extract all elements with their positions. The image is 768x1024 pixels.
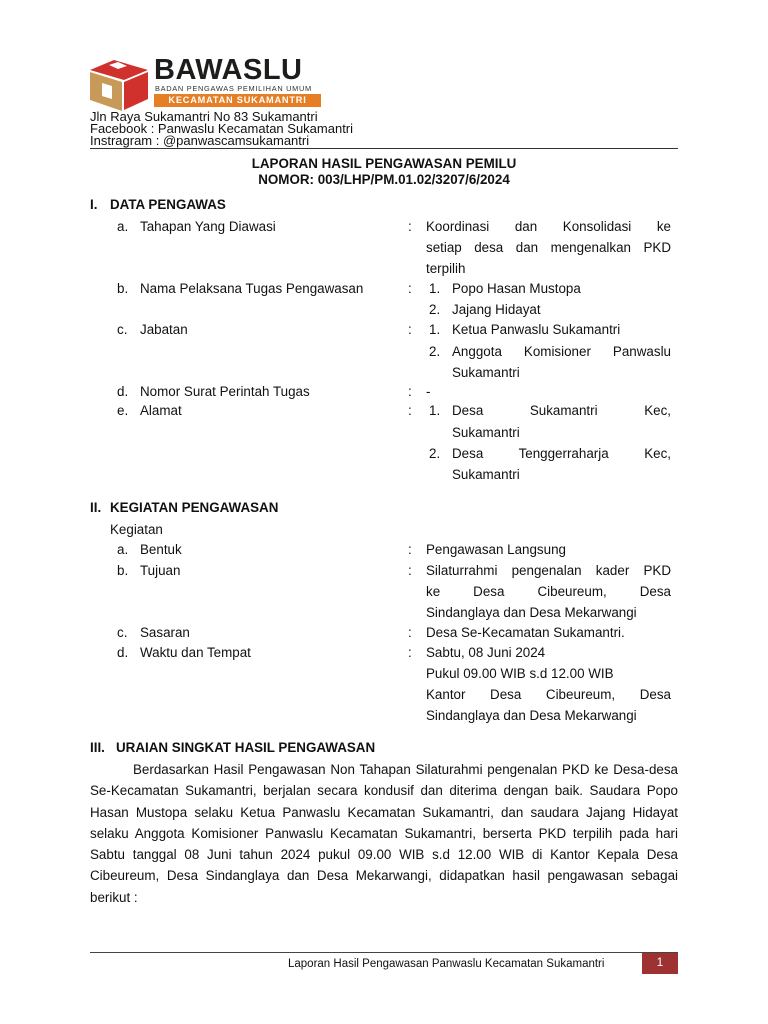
footer-divider: [90, 952, 678, 953]
item-colon: :: [408, 563, 412, 578]
item-label: Bentuk: [140, 542, 182, 557]
section-title: URAIAN SINGKAT HASIL PENGAWASAN: [116, 740, 376, 755]
list-item: Desa Sukamantri Kec,: [452, 403, 671, 418]
item-label: Sasaran: [140, 625, 190, 640]
list-item: Anggota Komisioner Panwaslu: [452, 344, 671, 359]
section-number: II.: [90, 500, 102, 515]
item-label: Tahapan Yang Diawasi: [140, 219, 276, 234]
instagram-line: Instragram : @panwascamsukamantri: [90, 133, 310, 148]
list-item: Jajang Hidayat: [452, 302, 541, 317]
item-value-line: Sabtu, 08 Juni 2024: [426, 645, 546, 660]
item-label: Waktu dan Tempat: [140, 645, 251, 660]
item-label: Jabatan: [140, 322, 188, 337]
item-value-line: setiap desa dan mengenalkan PKD: [426, 240, 671, 255]
section-1-heading: [90, 197, 226, 213]
facebook-line: Facebook : Panwaslu Kecamatan Sukamantri: [90, 121, 354, 136]
list-item-continued: Sukamantri: [452, 365, 520, 380]
bawaslu-logo-icon: [90, 57, 148, 116]
footer-text: Laporan Hasil Pengawasan Panwaslu Kecamatan Sukamantri: [288, 958, 605, 970]
list-item: Desa Tenggerraharja Kec,: [452, 446, 671, 461]
section-title: KEGIATAN PENGAWASAN: [110, 500, 279, 515]
brand-title: BAWASLU: [154, 54, 303, 86]
item-label: Nama Pelaksana Tugas Pengawasan: [140, 281, 364, 296]
item-colon: :: [408, 542, 412, 557]
report-number: NOMOR: 003/LHP/PM.01.02/3207/6/2024: [258, 172, 510, 187]
item-value-line: Sindanglaya dan Desa Mekarwangi: [426, 708, 637, 723]
item-value-line: Silaturrahmi pengenalan kader PKD: [426, 563, 671, 578]
section-intro: Kegiatan: [110, 522, 163, 537]
item-value-line: Sindanglaya dan Desa Mekarwangi: [426, 605, 637, 620]
item-colon: :: [408, 403, 412, 418]
item-colon: :: [408, 645, 412, 660]
item-colon: :: [408, 281, 412, 296]
brand-kecamatan: KECAMATAN SUKAMANTRI: [154, 94, 321, 107]
section-number: III.: [90, 740, 105, 755]
list-item: Ketua Panwaslu Sukamantri: [452, 322, 621, 337]
item-letter: c.: [117, 625, 128, 640]
report-title: LAPORAN HASIL PENGAWASAN PEMILU: [251, 156, 517, 171]
item-letter: c.: [117, 322, 128, 337]
item-letter: b.: [117, 281, 129, 296]
item-label: Tujuan: [140, 563, 181, 578]
item-letter: a.: [117, 219, 129, 234]
item-value-line: terpilih: [426, 261, 466, 276]
list-number: 2.: [429, 446, 441, 461]
item-label: Alamat: [140, 403, 182, 418]
list-item: Popo Hasan Mustopa: [452, 281, 581, 296]
brand-subtitle: BADAN PENGAWAS PEMILIHAN UMUM: [155, 84, 312, 93]
item-value-line: Desa Se-Kecamatan Sukamantri.: [426, 625, 625, 640]
list-number: 2.: [429, 302, 441, 317]
section-number: I.: [90, 197, 98, 212]
list-number: 1.: [429, 403, 441, 418]
item-letter: b.: [117, 563, 129, 578]
item-value-line: -: [426, 384, 431, 399]
item-colon: :: [408, 384, 412, 399]
item-letter: d.: [117, 645, 129, 660]
section-2-heading: [90, 500, 278, 516]
item-value-line: ke Desa Cibeureum, Desa: [426, 584, 671, 599]
item-colon: :: [408, 625, 412, 640]
address-line: Jln Raya Sukamantri No 83 Sukamantri: [90, 109, 318, 124]
item-value-line: Kantor Desa Cibeureum, Desa: [426, 687, 671, 702]
list-number: 1.: [429, 322, 441, 337]
item-label: Nomor Surat Perintah Tugas: [140, 384, 310, 399]
item-letter: a.: [117, 542, 129, 557]
section-title: DATA PENGAWAS: [110, 197, 226, 212]
item-colon: :: [408, 322, 412, 337]
item-value-line: Pukul 09.00 WIB s.d 12.00 WIB: [426, 666, 614, 681]
item-value-line: Pengawasan Langsung: [426, 542, 566, 557]
section-3-heading: [90, 740, 375, 756]
header-divider: [90, 148, 678, 149]
list-item-continued: Sukamantri: [452, 467, 520, 482]
list-number: 2.: [429, 344, 441, 359]
list-item-continued: Sukamantri: [452, 425, 520, 440]
item-value-line: Koordinasi dan Konsolidasi ke: [426, 219, 671, 234]
page-number: 1: [642, 953, 678, 974]
list-number: 1.: [429, 281, 441, 296]
item-colon: :: [408, 219, 412, 234]
item-letter: d.: [117, 384, 129, 399]
item-letter: e.: [117, 403, 129, 418]
summary-paragraph: Berdasarkan Hasil Pengawasan Non Tahapan Silaturahmi pengenalan PKD ke Desa-desa Se-Kecamatan Sukamantri, berjalan secara kondusif dan diterima dengan baik. Saudara Popo Hasan Mustopa selaku Ketua Panwaslu Kecamatan Sukamantri, dan saudara Jajang Hidayat selaku Anggota Komisioner Panwaslu Kecamatan Sukamantri, berserta PKD terpilih pada hari Sabtu tanggal 08 Juni tahun 2024 pukul 09.00 WIB s.d 12.00 WIB di Kantor Kepala Desa Cibeureum, Desa Sindanglaya dan Desa Mekarwangi, didapatkan hasil pengawasan sebagai berikut :: [90, 762, 678, 905]
